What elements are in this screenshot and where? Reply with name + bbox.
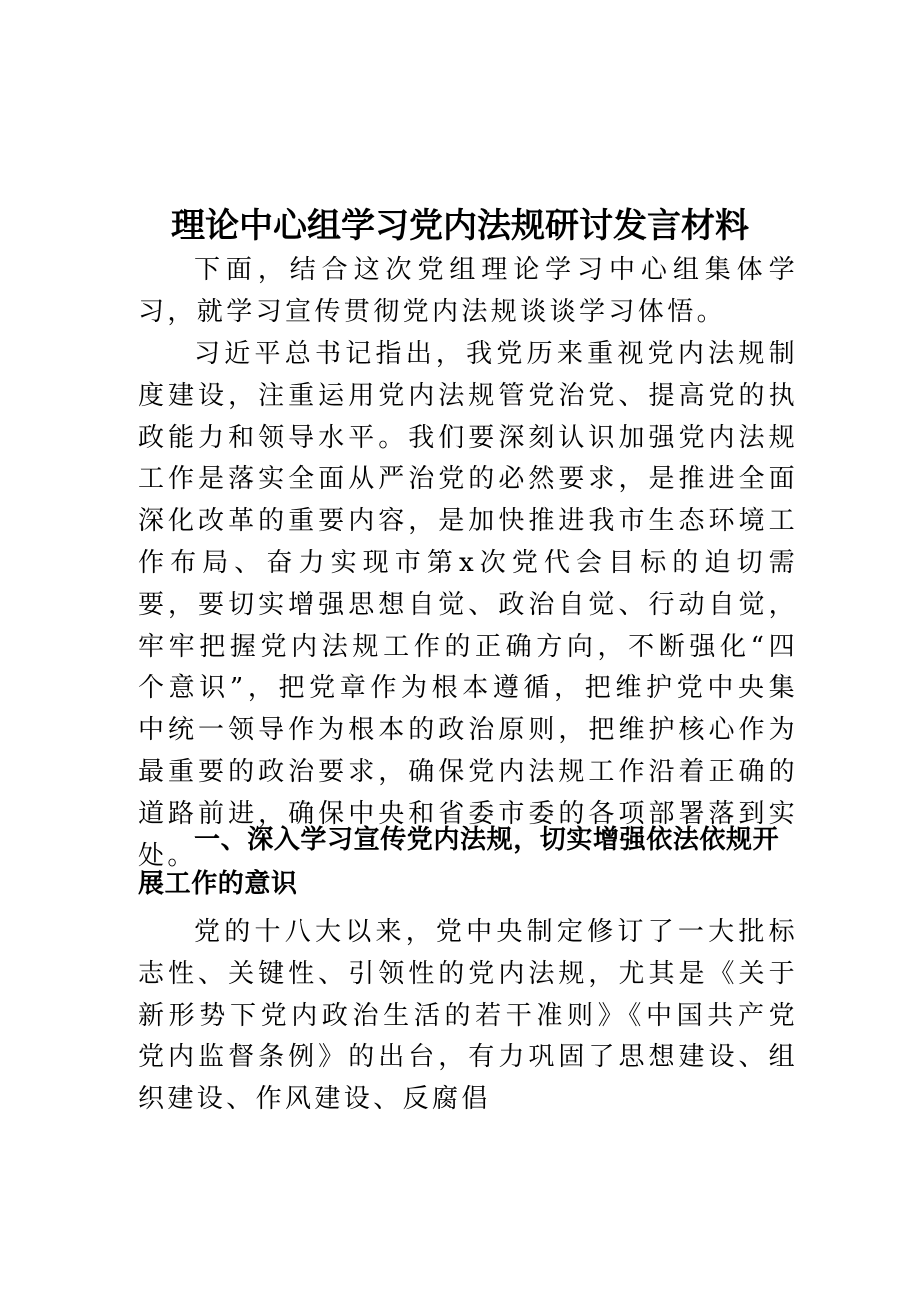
section-paragraph: 党的十八大以来，党中央制定修订了一大批标志性、关键性、引领性的党内法规，尤其是《关于新形势下党内政治生活的若干准则》《中国共产党党内监督条例》的出台，有力巩固了思想建设、组织建设、作风建设、反腐倡 (138, 917, 798, 1115)
document-title: 理论中心组学习党内法规研讨发言材料 (171, 206, 749, 246)
body-paragraph: 习近平总书记指出，我党历来重视党内法规制度建设，注重运用党内法规管党治党、提高党的执政能力和领导水平。我们要深刻认识加强党内法规工作是落实全面从严治党的必然要求，是推进全面深化改革的重要内容，是加快推进我市生态环境工作布局、奋力实现市第x次党代会目标的迫切需要，要切实增强思想自觉、政治自觉、行动自觉，牢牢把握党内法规工作的正确方向，不断强化“四个意识”，把党章作为根本遵循，把维护党中央集中统一领导作为根本的政治原则，把维护核心作为最重要的政治要求，确保党内法规工作沿着正确的道路前进，确保中央和省委市委的各项部署落到实处。 (138, 339, 798, 871)
intro-paragraph: 下面，结合这次党组理论学习中心组集体学习，就学习宣传贯彻党内法规谈谈学习体悟。 (138, 255, 798, 327)
section-heading: 一、深入学习宣传党内法规，切实增强依法依规开展工作的意识 (138, 825, 780, 899)
